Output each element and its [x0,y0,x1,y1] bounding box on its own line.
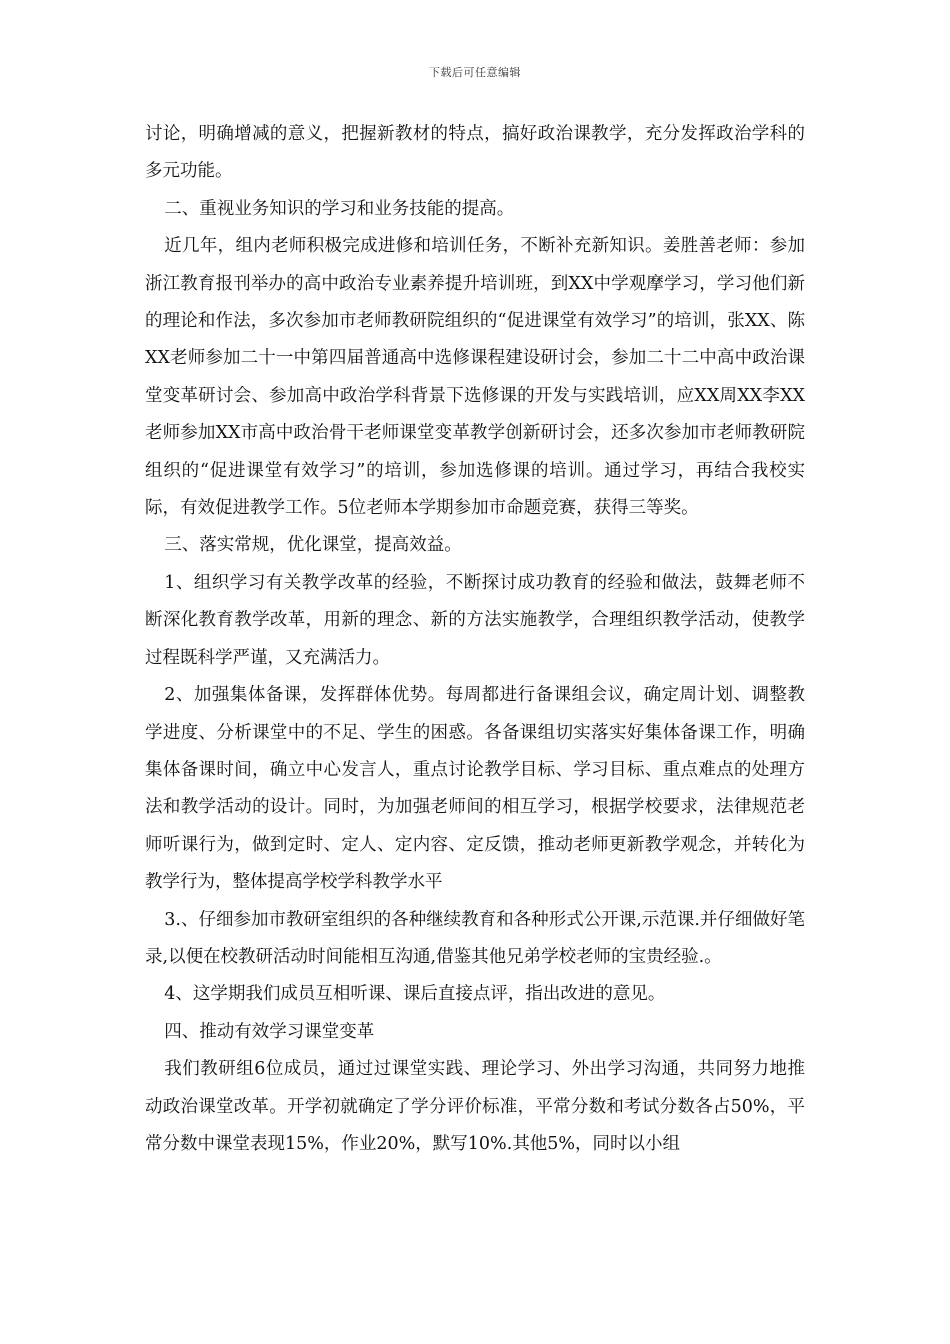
list-item: 4、这学期我们成员互相听课、课后直接点评，指出改进的意见。 [164,984,666,1005]
list-item: 3.、仔细参加市教研室组织的各种继续教育和各种形式公开课,示范课.并仔细做好笔录,以便在校教研活动时间能相互沟通,借鉴其他兄弟学校老师的宝贵经验.。 [145,909,805,967]
list-item: 1、组织学习有关教学改革的经验，不断探讨成功教育的经验和做法，鼓舞老师不断深化教育教学改革，用新的理念、新的方法实施教学，合理组织教学活动，使教学过程既科学严谨，又充满活力。 [145,572,805,668]
section-heading: 三、落实常规，优化课堂，提高效益。 [164,535,462,556]
paragraph: 讨论，明确增减的意义，把握新教材的特点，搞好政治课教学，充分发挥政治学科的多元功能。 [145,124,805,182]
list-item: 2、加强集体备课，发挥群体优势。每周都进行备课组会议，确定周计划、调整教学进度、分析课堂中的不足、学生的困惑。各备课组切实落实好集体备课工作，明确集体备课时间，确立中心发言人，重点讨论教学目标、学习目标、重点难点的处理方法和教学活动的设计。同时，为加强老师间的相互学习，根据学校要求，法律规范老师听课行为，做到定时、定人、定内容、定反馈，推动老师更新教学观念，并转化为教学行为，整体提高学校学科教学水平 [145,685,805,893]
page-header-note: 下载后可任意编辑 [429,66,521,79]
section-heading: 四、推动有效学习课堂变革 [164,1021,375,1042]
document-body [145,116,805,1163]
section-heading: 二、重视业务知识的学习和业务技能的提高。 [164,198,515,219]
paragraph: 近几年，组内老师积极完成进修和培训任务，不断补充新知识。姜胜善老师：参加浙江教育报刊举办的高中政治专业素养提升培训班，到XX中学观摩学习，学习他们新的理论和作法，多次参加市老师教研院组织的“促进课堂有效学习”的培训，张XX、陈XX老师参加二十一中第四届普通高中选修课程建设研讨会，参加二十二中高中政治课堂变革研讨会、参加高中政治学科背景下选修课的开发与实践培训，应XX周XX李XX老师参加XX市高中政治骨干老师课堂变革教学创新研讨会，还多次参加市老师教研院组织的“促进课堂有效学习”的培训，参加选修课的培训。通过学习，再结合我校实际，有效促进教学工作。5位老师本学期参加市命题竞赛，获得三等奖。 [145,236,805,519]
paragraph: 我们教研组6位成员，通过过课堂实践、理论学习、外出学习沟通，共同努力地推动政治课堂改革。开学初就确定了学分评价标准，平常分数和考试分数各占50%，平常分数中课堂表现15%，作业20%，默写10%.其他5%，同时以小组 [145,1059,805,1154]
